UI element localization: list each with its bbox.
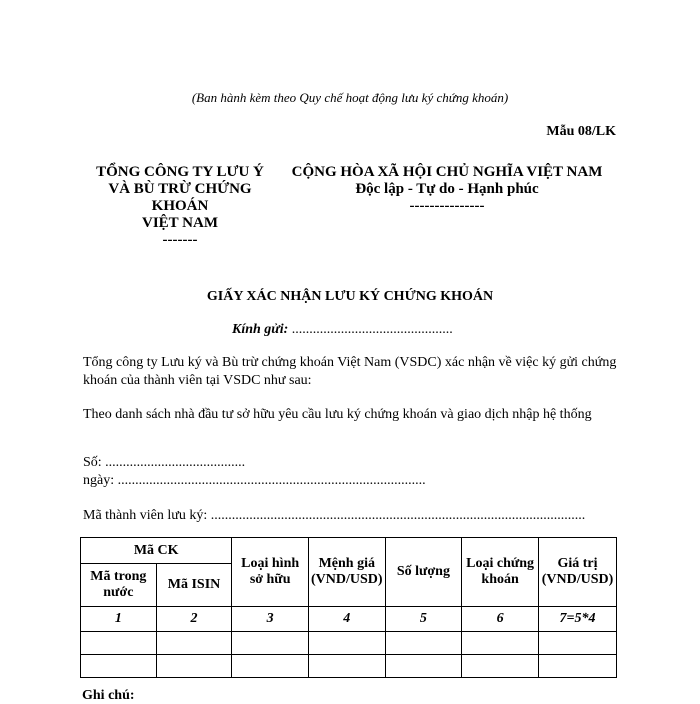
header-stock-code: Mã CK [81, 538, 232, 564]
securities-table [80, 537, 617, 678]
header-quantity: Số lượng [385, 538, 462, 607]
organization-block [80, 164, 280, 249]
header-par-value: Mệnh giá (VND/USD) [308, 538, 385, 607]
header-domestic-code: Mã trong nước [81, 564, 157, 607]
table-row [81, 632, 617, 655]
form-code: Mẫu 08/LK [546, 124, 616, 139]
member-code-label: Mã thành viên lưu ký: [83, 508, 208, 523]
column-number: 4 [308, 607, 385, 632]
header-ownership-type: Loại hình sở hữu [232, 538, 309, 607]
table-cell[interactable] [81, 655, 157, 678]
nation-name: CỘNG HÒA XÃ HỘI CHỦ NGHĨA VIỆT NAM [291, 164, 603, 180]
header-security-type: Loại chứng khoán [462, 538, 539, 607]
header-value: Giá trị (VND/USD) [538, 538, 616, 607]
table-cell[interactable] [462, 632, 539, 655]
org-line-4: VIỆT NAM [142, 215, 218, 231]
member-code-line [83, 508, 585, 524]
table-cell[interactable] [538, 632, 616, 655]
table-cell[interactable] [308, 632, 385, 655]
table-cell[interactable] [232, 655, 309, 678]
number-field[interactable]: Số: ........................................ [83, 455, 246, 470]
recipient-blank[interactable]: .............................................. [291, 322, 453, 337]
table-cell[interactable] [156, 632, 232, 655]
document-title: GIẤY XÁC NHẬN LƯU KÝ CHỨNG KHOÁN [206, 289, 494, 304]
table-cell[interactable] [538, 655, 616, 678]
column-number: 6 [462, 607, 539, 632]
nation-block [282, 164, 612, 215]
table-cell[interactable] [81, 632, 157, 655]
org-rule: ------- [162, 232, 198, 248]
recipient-label: Kính gửi: [232, 322, 289, 337]
column-number-row [81, 607, 617, 632]
column-number: 3 [232, 607, 309, 632]
column-number: 2 [156, 607, 232, 632]
column-number: 5 [385, 607, 462, 632]
table-cell[interactable] [232, 632, 309, 655]
table-cell[interactable] [385, 632, 462, 655]
column-number: 1 [81, 607, 157, 632]
header-isin-code: Mã ISIN [156, 564, 232, 607]
member-code-blank[interactable]: ........................................................................................................... [210, 508, 586, 523]
date-field[interactable]: ngày: ........................................................................................ [83, 473, 426, 488]
column-number: 7=5*4 [538, 607, 616, 632]
org-line-2: VÀ BÙ TRỪ CHỨNG [108, 181, 252, 197]
table-row [81, 655, 617, 678]
basis-paragraph: Theo danh sách nhà đầu tư sở hữu yêu cầu lưu ký chứng khoán và giao dịch nhập hệ thống [83, 407, 592, 422]
recipient-line [232, 322, 453, 338]
org-line-1: TỔNG CÔNG TY LƯU Ý [96, 164, 264, 180]
nation-rule: --------------- [409, 198, 485, 214]
decree-subtitle: (Ban hành kèm theo Quy chế hoạt động lưu ký chứng khoán) [191, 90, 509, 105]
table-cell[interactable] [156, 655, 232, 678]
intro-paragraph: Tổng công ty Lưu ký và Bù trừ chứng khoán Việt Nam (VSDC) xác nhận về việc ký gửi chứng khoán của thành viên tại VSDC như sau: [83, 355, 617, 388]
table-cell[interactable] [308, 655, 385, 678]
table-cell[interactable] [385, 655, 462, 678]
nation-motto: Độc lập - Tự do - Hạnh phúc [355, 181, 539, 197]
table-cell[interactable] [462, 655, 539, 678]
note-label: Ghi chú: [82, 688, 135, 703]
org-line-3: KHOÁN [151, 198, 209, 214]
